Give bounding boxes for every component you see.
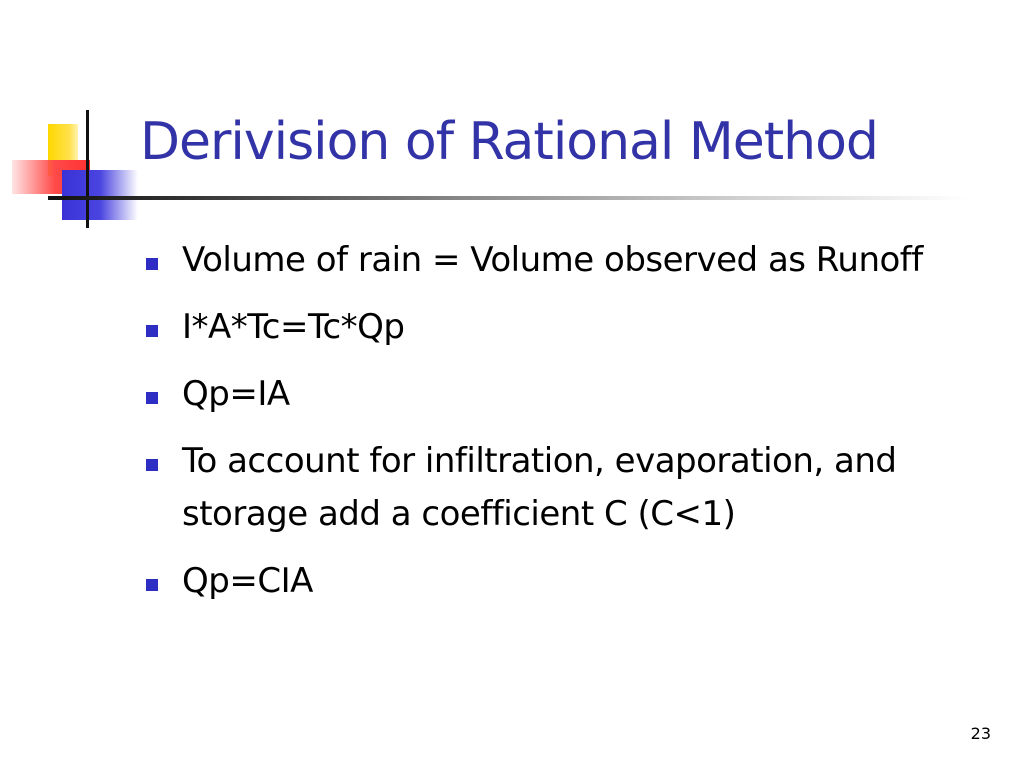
square-bullet-icon [146, 325, 158, 337]
vertical-rule [86, 110, 89, 228]
bullet-text: Qp=IA [182, 374, 290, 414]
bullet-item [144, 435, 984, 541]
slide-title: Derivision of Rational Method [140, 112, 878, 172]
square-bullet-icon [146, 392, 158, 404]
bullet-item [144, 234, 984, 287]
bullet-item [144, 368, 984, 421]
bullet-list [144, 234, 984, 622]
blue-square-shape [62, 170, 138, 220]
page-number: 23 [970, 724, 991, 743]
bullet-item [144, 301, 984, 354]
square-bullet-icon [146, 579, 158, 591]
bullet-text: I*A*Tc=Tc*Qp [182, 307, 405, 347]
square-bullet-icon [146, 459, 158, 471]
bullet-item [144, 555, 984, 608]
square-bullet-icon [146, 258, 158, 270]
bullet-text: Qp=CIA [182, 561, 313, 601]
bullet-text: To account for infiltration, evaporation, and storage add a coefficient C (C<1) [182, 441, 897, 534]
bullet-text: Volume of rain = Volume observed as Runoff [182, 240, 923, 280]
title-underline [48, 196, 968, 200]
